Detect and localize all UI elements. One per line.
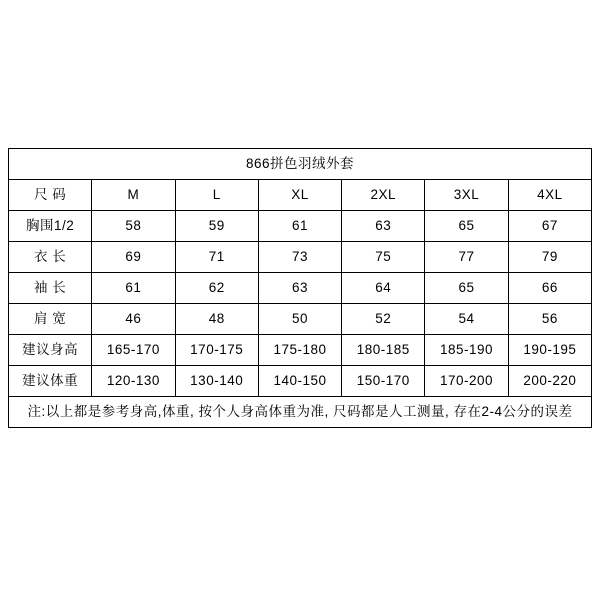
table-note-row [9,397,592,428]
table-row [9,335,592,366]
cell-value: 46 [92,304,175,335]
row-label-shoulder: 肩 宽 [9,304,92,335]
cell-value: 48 [175,304,258,335]
cell-value: 71 [175,242,258,273]
row-label-height: 建议身高 [9,335,92,366]
column-header-3xl: 3XL [425,180,508,211]
row-label-weight: 建议体重 [9,366,92,397]
cell-value: 54 [425,304,508,335]
column-header-4xl: 4XL [508,180,591,211]
cell-value: 185-190 [425,335,508,366]
cell-value: 170-200 [425,366,508,397]
cell-value: 64 [342,273,425,304]
cell-value: 67 [508,211,591,242]
measurement-note: 注:以上都是参考身高,体重, 按个人身高体重为准, 尺码都是人工测量, 存在2-4公分的误差 [9,397,592,428]
column-header-m: M [92,180,175,211]
size-chart-container [8,148,592,428]
cell-value: 190-195 [508,335,591,366]
cell-value: 200-220 [508,366,591,397]
cell-value: 69 [92,242,175,273]
cell-value: 65 [425,211,508,242]
table-row [9,211,592,242]
cell-value: 59 [175,211,258,242]
row-label-sleeve: 袖 长 [9,273,92,304]
cell-value: 170-175 [175,335,258,366]
cell-value: 130-140 [175,366,258,397]
table-title-row [9,149,592,180]
cell-value: 50 [258,304,341,335]
size-chart-table [8,148,592,428]
column-header-2xl: 2XL [342,180,425,211]
cell-value: 63 [342,211,425,242]
cell-value: 73 [258,242,341,273]
cell-value: 66 [508,273,591,304]
row-label-length: 衣 长 [9,242,92,273]
cell-value: 58 [92,211,175,242]
column-header-size: 尺 码 [9,180,92,211]
table-row [9,242,592,273]
column-header-l: L [175,180,258,211]
table-row [9,273,592,304]
cell-value: 77 [425,242,508,273]
table-row [9,366,592,397]
cell-value: 56 [508,304,591,335]
cell-value: 65 [425,273,508,304]
cell-value: 180-185 [342,335,425,366]
cell-value: 61 [258,211,341,242]
cell-value: 75 [342,242,425,273]
cell-value: 120-130 [92,366,175,397]
cell-value: 52 [342,304,425,335]
cell-value: 175-180 [258,335,341,366]
cell-value: 165-170 [92,335,175,366]
cell-value: 79 [508,242,591,273]
cell-value: 150-170 [342,366,425,397]
cell-value: 63 [258,273,341,304]
table-row [9,304,592,335]
table-header-row [9,180,592,211]
cell-value: 140-150 [258,366,341,397]
cell-value: 61 [92,273,175,304]
cell-value: 62 [175,273,258,304]
row-label-chest: 胸围1/2 [9,211,92,242]
column-header-xl: XL [258,180,341,211]
page-title: 866拼色羽绒外套 [9,149,592,180]
